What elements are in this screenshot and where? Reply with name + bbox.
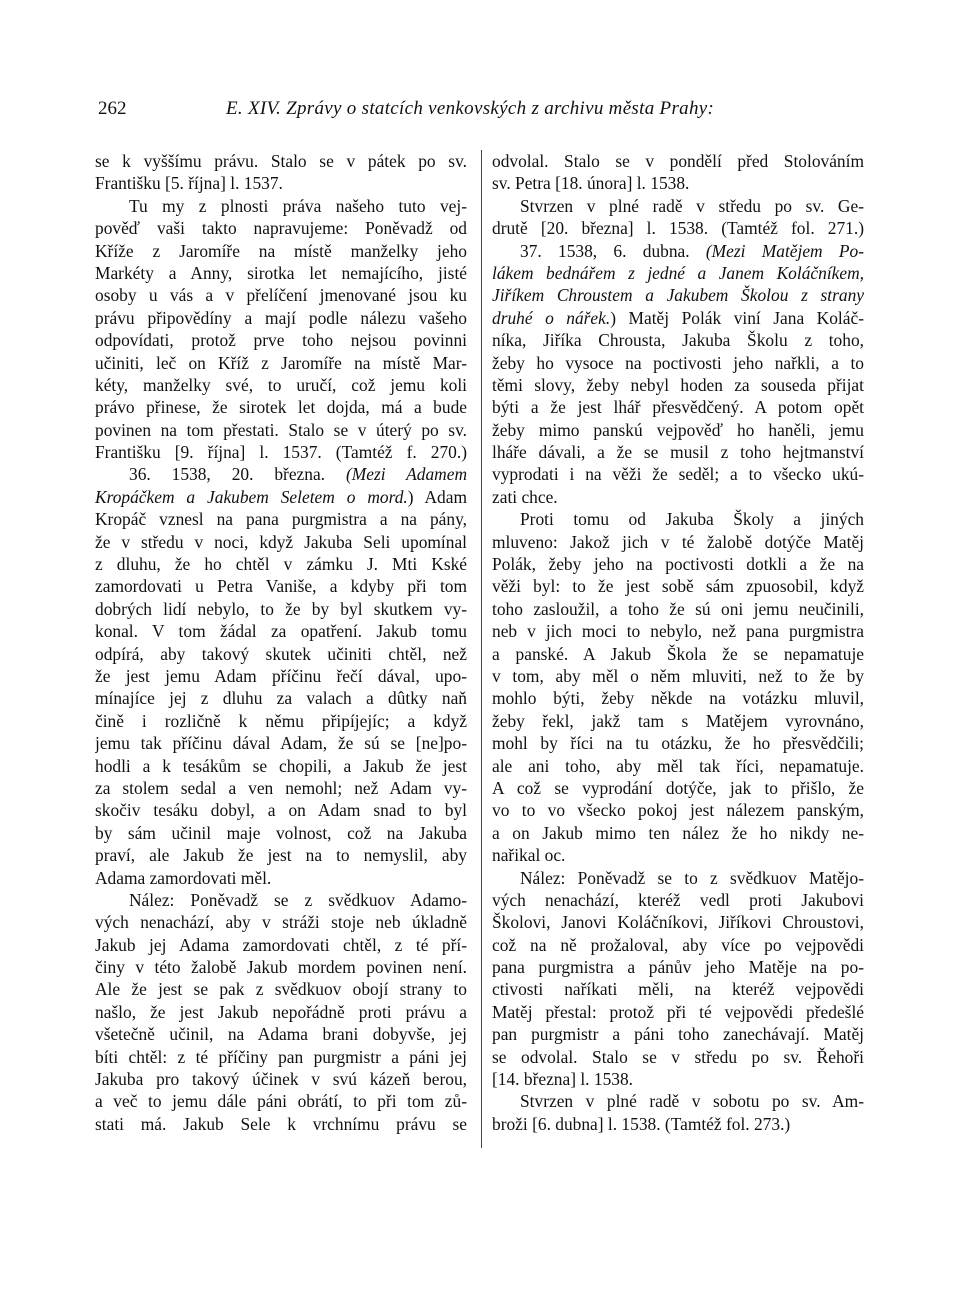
text-line: drutě [20. března] l. 1538. (Tamtéž fol. 271.) (492, 218, 864, 239)
text-line: z dluhu, že ho chtěl v zámku J. Mti Kské (95, 554, 467, 575)
text-line: což na ně prožaloval, aby více po vejpovědi (492, 934, 864, 955)
text-line: Tu my z plnosti práva našeho tuto vej- (129, 195, 467, 216)
page-number: 262 (98, 98, 127, 119)
text-line: praví, ale Jakub že jest na to nemyslil, aby (95, 845, 467, 866)
text-line: se k vyššímu právu. Stalo se v pátek po sv. (95, 151, 467, 171)
text-line: pana purgmistra a pánův jeho Matěje na po- (492, 957, 864, 978)
text-line: ale ani toho, aby měl tak říci, nepamatuje. (492, 755, 864, 776)
text-line: Nález: Poněvadž se to z svědkuov Matějo- (520, 867, 864, 888)
text-line: vých nenachází, aby v stráži stoje neb úkladně (95, 912, 467, 933)
text-line: žeby řekl, jakž tam s Matějem vyrovnáno, (492, 710, 864, 731)
text-line: stati má. Jakub Sele k vrchnímu právu se (95, 1113, 467, 1134)
text-line: že v středu v noci, když Jakuba Seli upomínal (95, 531, 467, 552)
text-line: 37. 1538, 6. dubna. (Mezi Matějem Po- (520, 240, 864, 261)
text-line: A což se vyprodání dotýče, jak to přišlo, že (492, 777, 864, 798)
text-line: činy v této žalobě Jakub mordem povinen není. (95, 957, 467, 978)
text-line: skočiv tesáku dobyl, a on Adam snad to byl (95, 800, 467, 821)
text-line: mohl by říci na tu otázku, že ho přesvědčili; (492, 733, 864, 754)
text-line: pověď vaši takto napravujeme: Poněvadž od (95, 218, 467, 239)
text-line: Proti tomu od Jakuba Školy a jiných (520, 509, 864, 530)
text-line: Stvrzen v plné radě v středu po sv. Ge- (520, 195, 864, 216)
running-head: E. XIV. Zprávy o statcích venkovských z archivu města Prahy: (226, 98, 715, 119)
text-line: Adama zamordovati měl. (95, 867, 272, 888)
text-line: a on Jakub mimo ten nález že ho nikdy ne- (492, 822, 864, 843)
text-line: se odvolal. Stalo se v středu po sv. Řehoři (492, 1046, 864, 1067)
text-line: Školovi, Janovi Koláčníkovi, Jiříkovi Chroustovi, (492, 912, 864, 933)
text-line: Kropáč vznesl na pana purgmistra a na pány, (95, 509, 467, 530)
text-line: Markéty a Anny, sirotka let nemajícího, jisté (95, 262, 467, 283)
text-line: Ale že jest se pak z svědkuov obojí strany to (95, 979, 467, 1000)
text-line: konal. V tom žádal za opatření. Jakub tomu (95, 621, 467, 642)
text-line: ctivosti naříkati měli, na kteréž vejpovědi (492, 979, 864, 1000)
column-divider (481, 150, 482, 1148)
text-line: Nález: Poněvadž se z svědkuov Adamo- (129, 889, 467, 910)
text-line: těmi slovy, žeby nebyl hoden za souseda přijat (492, 374, 864, 395)
text-line: Kropáčkem a Jakubem Seletem o mord.) Adam (95, 486, 467, 507)
text-line: Jakub jej Adama zamordovati chtěl, z té pří- (95, 934, 467, 955)
text-line: Matěj přestal: protož při té vejpovědi předešlé (492, 1001, 864, 1022)
text-line: zati chce. (492, 486, 558, 507)
left-text-column (95, 150, 467, 1135)
text-line: že jest jemu Adam příčinu řečí dával, upo- (95, 665, 467, 686)
text-line: věži byl: to že jest sobě sám zpuosobil, když (492, 576, 864, 597)
text-line: kéty, manželky své, to uručí, což jemu koli (95, 374, 467, 395)
page-header (98, 98, 868, 128)
text-line: Jiříkem Chroustem a Jakubem Školou z strany (492, 285, 864, 306)
text-line: hodli a k tesákům se chopili, a Jakub že jest (95, 755, 467, 776)
text-line: mínajíce jej z dluhu za valach a dûtky naň (95, 688, 467, 709)
text-line: a panské. A Jakub Škola že se nepamatuje (492, 643, 864, 664)
text-line: zamordovati u Petra Vaniše, a kdyby při tom (95, 576, 467, 597)
text-line: žeby mimo panskú vejpověď ho haněli, jemu (492, 419, 864, 440)
text-line: toho zasloužil, a toho že sú oni jemu neučinili, (492, 598, 864, 619)
text-line: odpírá, aby takový skutek učiniti chtěl, než (95, 643, 467, 664)
text-line: Polák, žeby jeho na poctivosti dotkli a že na (492, 554, 864, 575)
text-line: odpovídati, protož prve toho nejsou povinni (95, 330, 467, 351)
text-line: Františku [9. října] l. 1537. (Tamtéž f. 270.) (95, 442, 467, 463)
text-line: jemu tak příčinu dával Adam, že sú se [ne]po- (95, 733, 467, 754)
text-line: právo přinese, že sirotek let dojda, má a bude (95, 397, 467, 418)
text-line: druhé o nářek.) Matěj Polák viní Jana Koláč- (492, 307, 864, 328)
text-line: nařikal oc. (492, 845, 566, 866)
text-line: žeby ho vysoce na poctivosti jeho nařkli, a to (492, 352, 864, 373)
text-line: vých nenachází, kteréž vedl proti Jakubovi (492, 889, 864, 910)
text-line: Kříže z Jaromíře na místě manželky jeho (95, 240, 467, 261)
text-line: by sám učinil maje volnost, což na Jakuba (95, 822, 467, 843)
text-line: dobrých lidí nebylo, to že by byl skutkem vy- (95, 598, 467, 619)
text-line: našlo, že jest Jakub nepořádně proti právu a (95, 1001, 467, 1022)
text-line: za stolem sedal a ven nemohl; než Adam vy- (95, 777, 467, 798)
text-line: povinen na tom přestati. Stalo se v úterý po sv. (95, 419, 467, 440)
text-line: níka, Jiříka Chrousta, Jakuba Školu z toho, (492, 330, 864, 351)
text-line: mohlo býti, žeby někde na votázku mluvil, (492, 688, 864, 709)
text-line: Jakuba pro takový účinek v svú kázeň berou, (95, 1069, 467, 1090)
text-line: všetečně učinil, na Adama brani dobyvše, jej (95, 1024, 467, 1045)
text-line: lákem bednářem z jedné a Janem Koláčníkem, (492, 262, 864, 283)
text-line: Stvrzen v plné radě v sobotu po sv. Am- (520, 1091, 864, 1112)
text-line: v tom, aby měl o něm mluviti, než to že by (492, 665, 864, 686)
text-line: osoby u vás a v přelíčení jmenované jsou ku (95, 285, 467, 306)
text-line: bíti chtěl: z té příčiny pan purgmistr a páni jej (95, 1046, 467, 1067)
text-line: učiniti, leč on Kříž z Jaromíře na místě Mar- (95, 352, 467, 373)
text-line: [14. března] l. 1538. (492, 1069, 634, 1090)
text-line: čině i rozličně k němu připíjejíc; a když (95, 710, 467, 731)
text-line: a več to jemu dále páni obrátí, to při tom zů- (95, 1091, 467, 1112)
text-line: právu připovědíny a mají podle nálezu vašeho (95, 307, 467, 328)
text-line: odvolal. Stalo se v pondělí před Stolováním (492, 151, 864, 171)
text-line: vo to vo všecko pokoj jest nálezem panským, (492, 800, 864, 821)
text-line: 36. 1538, 20. března. (Mezi Adamem (129, 464, 467, 485)
text-line: Františku [5. října] l. 1537. (95, 173, 283, 194)
text-line: pan purgmistr a páni toho zanechávají. Matěj (492, 1024, 864, 1045)
right-text-column (492, 150, 864, 1135)
text-line: sv. Petra [18. února] l. 1538. (492, 173, 690, 194)
text-line: vyprodati i na věži že seděl; a to všecko ukú- (492, 464, 864, 485)
text-line: býti a že jest lhář přesvědčený. A potom opět (492, 397, 864, 418)
text-line: broži [6. dubna] l. 1538. (Tamtéž fol. 273.) (492, 1113, 791, 1134)
text-line: neb v jich moci to nebylo, než pana purgmistra (492, 621, 864, 642)
text-line: mluveno: Jakož jich v té žalobě dotýče Matěj (492, 531, 864, 552)
text-line: lháře dávali, a že se musil z toho hejtmanství (492, 442, 864, 463)
